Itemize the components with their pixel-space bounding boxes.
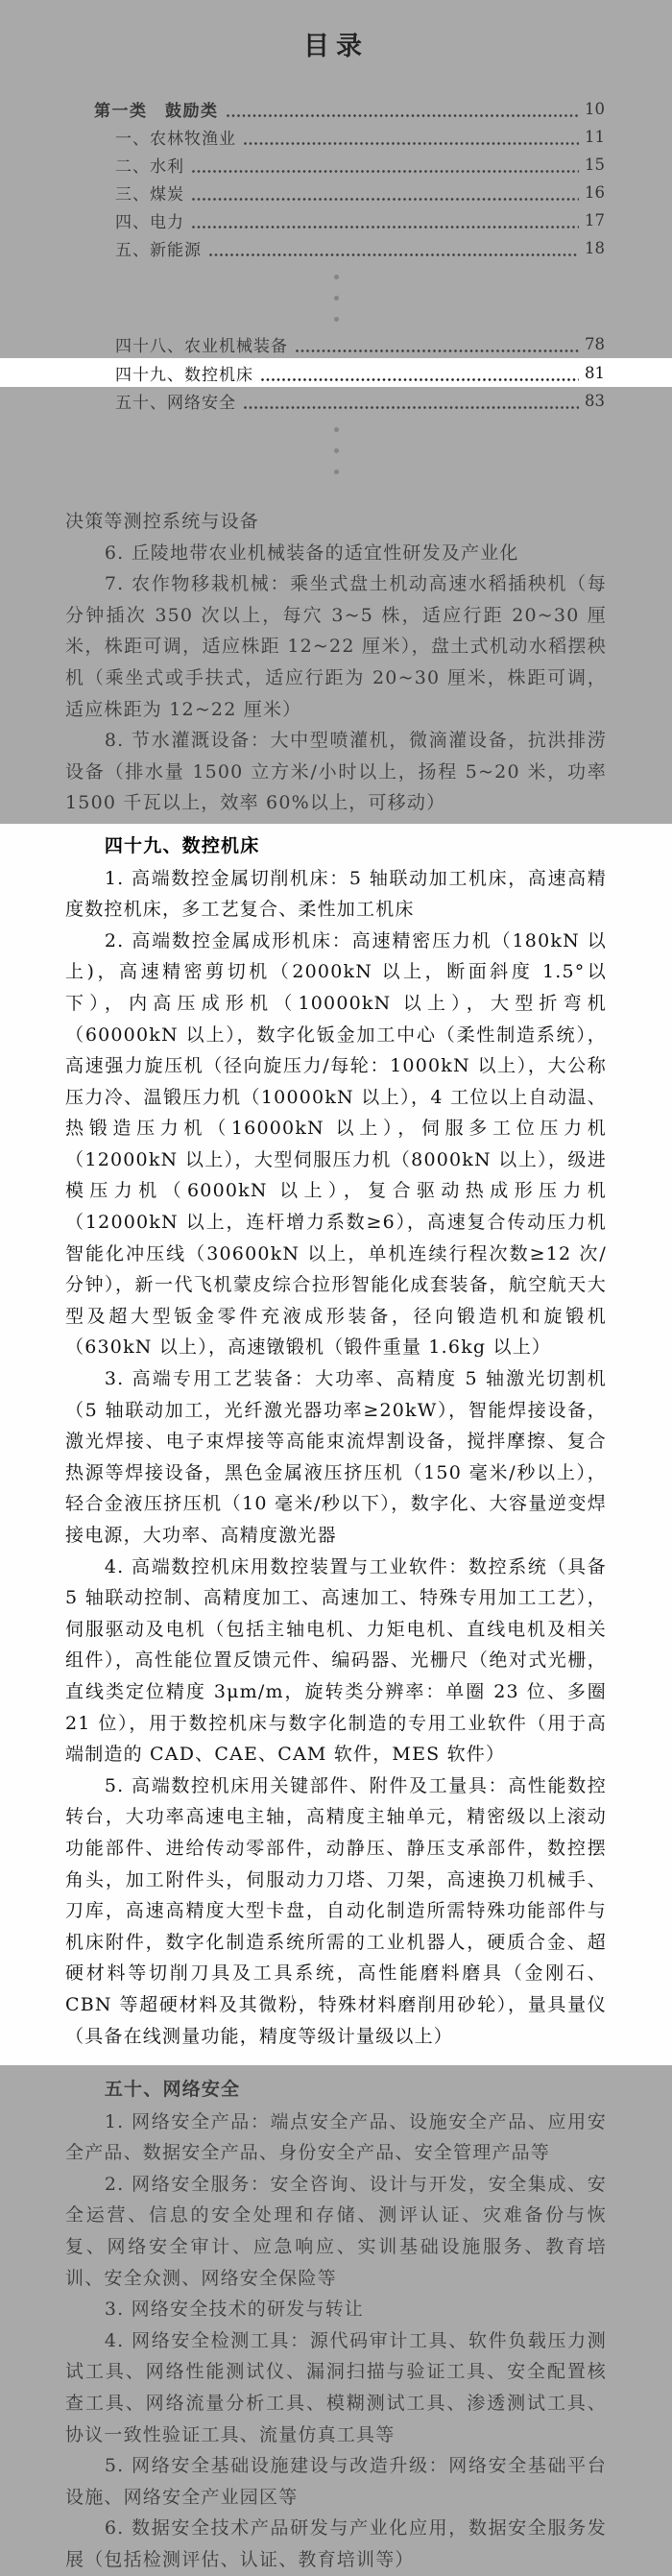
dot-leader <box>244 406 579 409</box>
ellipsis-dot <box>334 448 339 453</box>
toc-page-number: 16 <box>585 183 605 202</box>
ellipsis-dot <box>334 275 339 279</box>
toc-entry-label: 五、新能源 <box>115 241 202 260</box>
content-body <box>0 506 672 2576</box>
toc-entry-power <box>0 206 672 234</box>
toc-entry-label: 第一类 鼓励类 <box>94 102 219 120</box>
paragraph-item-5: 5. 网络安全基础设施建设与改造升级：网络安全基础平台设施、网络安全产业园区等 <box>65 2455 607 2508</box>
paragraph-item-1: 1. 高端数控金属切削机床：5 轴联动加工机床，高速高精度数控机床，多工艺复合、柔性加工机床 <box>65 867 607 921</box>
ellipsis-dot <box>334 317 339 322</box>
ellipsis-dot <box>334 296 339 301</box>
toc-page-number: 83 <box>585 392 605 410</box>
page-title: 目录 <box>303 32 369 61</box>
paragraph-item-3: 3. 网络安全技术的研发与转让 <box>104 2299 365 2321</box>
paragraph-item-5: 5. 高端数控机床用关键部件、附件及工量具：高性能数控转台，大功率高速电主轴，高精度主轴单元，精密级以上滚动功能部件、进给传动零部件，动静压、静压支承部件，数控摆角头，加工附件头，伺服动力刀塔、刀架，高速换刀机械手、刀库，高速高精度大型卡盘，自动化制造所需特殊功能部件与机床附件，数字化制造系统所需的工业机器人，硬质合金、超硬材料等切削刀具及工具系统，高性能磨料磨具（金刚石、CBN 等超硬材料及其微粉，特殊材料磨削用砂轮），量具量仪（具备在线测量功能，精度等级计量级以上） <box>65 1774 607 2047</box>
ellipsis-dot <box>334 427 339 432</box>
toc-page-number: 10 <box>585 100 605 118</box>
paragraph-item-6: 6. 丘陵地带农业机械装备的适宜性研发及产业化 <box>104 542 519 564</box>
paragraph-item-7: 7. 农作物移栽机械：乘坐式盘土机动高速水稻插秧机（每分钟插次 350 次以上，每穴 3~5 株，适应行距 20~30 厘米，株距可调，适应株距 12~22 厘米），盘土式机动水稻摆秧机（乘坐式或手扶式，适应行距为 20~30 厘米，株距可调，适应株距为 12~22 厘米） <box>65 573 607 720</box>
toc-entry-label: 三、煤炭 <box>115 185 184 205</box>
toc-entry-label: 一、农林牧渔业 <box>115 130 236 149</box>
paragraph-item-4: 4. 高端数控机床用数控装置与工业软件：数控系统（具备 5 轴联动控制、高精度加工、高速加工、特殊专用加工工艺），伺服驱动及电机（包括主轴电机、力矩电机、直线电机及相关组件），高性能位置反馈元件、编码器、光栅尺（绝对式光栅，直线类定位精度 3μm/m，旋转类分辨率：单圈 23 位、多圈 21 位），用于数控机床与数字化制造的专用工业软件（用于高端制造的 CAD、CAE、CAM 软件，MES 软件） <box>65 1555 607 1766</box>
dot-leader <box>227 114 580 117</box>
dot-leader <box>192 198 579 201</box>
toc-entry-label: 五十、网络安全 <box>115 394 236 413</box>
dot-leader <box>192 170 579 173</box>
section-heading: 四十九、数控机床 <box>104 835 260 856</box>
paragraph-item-8: 8. 节水灌溉设备：大中型喷灌机，微滴灌设备，抗洪排涝设备（排水量 1500 立方米/小时以上，扬程 5~20 米，功率 1500 千瓦以上，效率 60%以上，可移动） <box>65 730 607 814</box>
toc-entry-label: 二、水利 <box>115 157 184 177</box>
toc-entry-label: 四、电力 <box>115 213 184 232</box>
omitted-entries-dots <box>0 415 672 483</box>
paragraph-item-6: 6. 数据安全技术产品研发与产业化应用，数据安全服务发展（包括检测评估、认证、教育培训等） <box>65 2517 607 2570</box>
dot-leader <box>192 226 579 229</box>
toc-entry-cnc-machine-highlighted <box>0 358 672 387</box>
paragraph-item-4: 4. 网络安全检测工具：源代码审计工具、软件负载压力测试工具、网络性能测试仪、漏洞扫描与验证工具、安全配置核查工具、网络流量分析工具、模糊测试工具、渗透测试工具、协议一致性验证工具、流量仿真工具等 <box>65 2329 607 2445</box>
paragraph-item-1: 1. 网络安全产品：端点安全产品、设施安全产品、应用安全产品、数据安全产品、身份安全产品、安全管理产品等 <box>65 2110 607 2164</box>
section-50-network-security <box>0 2065 672 2576</box>
toc-entry-water <box>0 151 672 179</box>
paragraph-item-2: 2. 网络安全服务：安全咨询、设计与开发，安全集成、安全运营、信息的安全处理和存储、测评认证、灾难备份与恢复、网络安全审计、应急响应、实训基础设施服务、教育培训、安全众测、网络安全保险等 <box>65 2173 607 2289</box>
toc-page-number: 81 <box>585 363 605 382</box>
toc-entry-coal <box>0 179 672 206</box>
section-49-cnc-machine-highlighted <box>0 824 672 2065</box>
section-heading: 五十、网络安全 <box>104 2080 241 2101</box>
toc-page-number: 18 <box>585 239 605 257</box>
toc-entry-agri-machinery <box>0 330 672 358</box>
paragraph-item-2: 2. 高端数控金属成形机床：高速精密压力机（180kN 以上)，高速精密剪切机（2000kN 以上，断面斜度 1.5°以下），内高压成形机（10000kN 以上），大型折弯机（60000kN 以上），数字化钣金加工中心（柔性制造系统），高速强力旋压机（径向旋压力/每轮：1000kN 以上），大公称压力冷、温锻压力机（10000kN 以上），4 工位以上自动温、热锻造压力机（16000kN 以上），伺服多工位压力机（12000kN 以上），大型伺服压力机（8000kN 以上），级进模压力机（6000kN 以上），复合驱动热成形压力机（12000kN 以上，连杆增力系数≥6），高速复合传动压力机智能化冲压线（30600kN 以上，单机连续行程次数≥12 次/分钟），新一代飞机蒙皮综合拉形智能化成套装备，航空航天大型及超大型钣金零件充液成形装备，径向锻造机和旋锻机（630kN 以上），高速镦锻机（锻件重量 1.6kg 以上） <box>65 929 607 1359</box>
paragraph-continuation: 决策等测控系统与设备 <box>65 511 260 532</box>
omitted-entries-dots <box>0 262 672 330</box>
paragraph-item-3: 3. 高端专用工艺装备：大功率、高精度 5 轴激光切割机（5 轴联动加工，光纤激光器功率≥20kW），智能焊接设备，激光焊接、电子束焊接等高能束流焊割设备，搅拌摩擦、复合热源等焊接设备，黑色金属液压挤压机（150 毫米/秒以上），轻合金液压挤压机（10 毫米/秒以下），数字化、大容量逆变焊接电源，大功率、高精度激光器 <box>65 1368 607 1546</box>
toc-entry-category-1 <box>0 95 672 123</box>
toc-entry-label: 四十八、农业机械装备 <box>115 337 288 356</box>
table-of-contents <box>0 95 672 483</box>
toc-entry-new-energy <box>0 234 672 262</box>
ellipsis-dot <box>334 469 339 474</box>
toc-entry-agriculture <box>0 123 672 151</box>
dot-leader <box>244 142 579 145</box>
toc-entry-network-security <box>0 387 672 415</box>
dot-leader <box>261 378 579 381</box>
dot-leader <box>296 349 579 352</box>
toc-page-number: 78 <box>585 335 605 353</box>
toc-page-number: 15 <box>585 156 605 174</box>
toc-page-number: 11 <box>585 128 605 146</box>
toc-entry-label: 四十九、数控机床 <box>115 365 253 385</box>
dot-leader <box>209 253 579 256</box>
toc-page-number: 17 <box>585 211 605 229</box>
